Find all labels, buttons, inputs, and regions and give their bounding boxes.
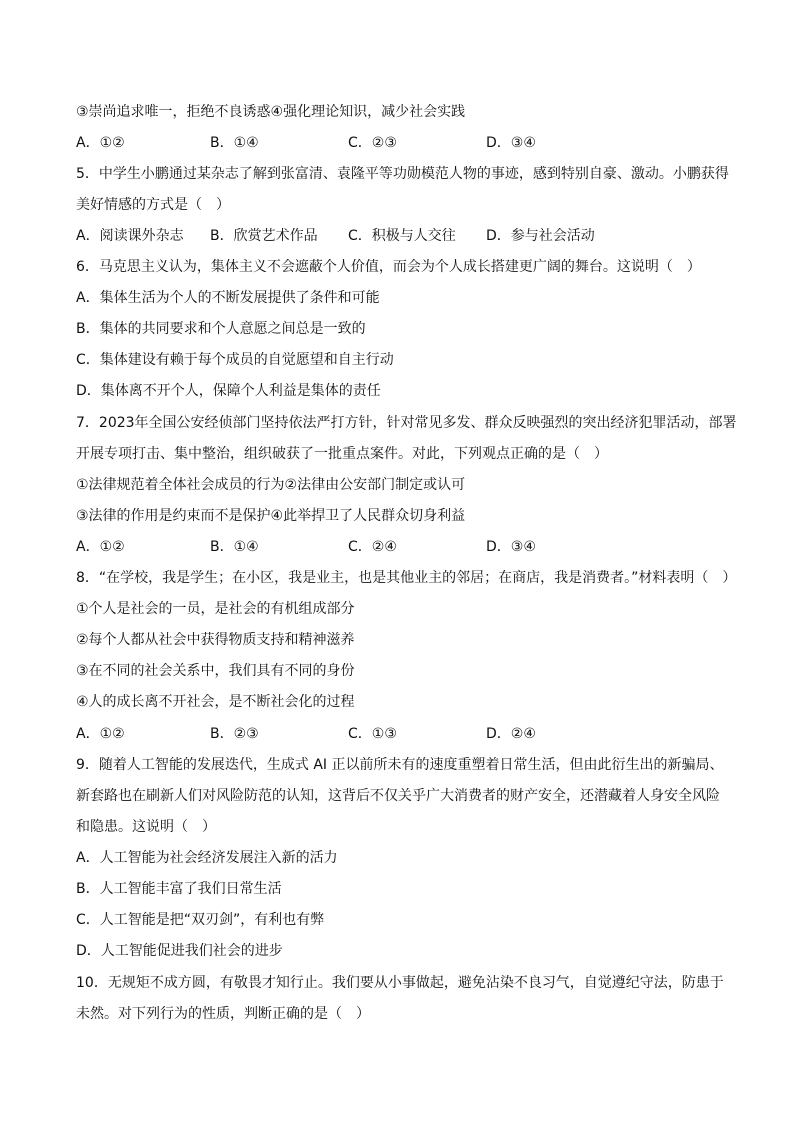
q7-options [76,537,726,557]
option-a: A．①② [76,539,125,555]
option-d: D．③④ [486,135,536,151]
q6-option-c: C．集体建设有赖于每个成员的自觉愿望和自主行动 [76,352,394,368]
q6-stem: 6．马克思主义认为，集体主义不会遮蔽个人价值，而会为个人成长搭建更广阔的舞台。这说明（ ） [76,259,701,275]
option-a: A．①② [76,726,125,742]
q9-option-a: A．人工智能为社会经济发展注入新的活力 [76,850,338,866]
q5-stem-line-1: 5．中学生小鹏通过某杂志了解到张富清、袁隆平等功勋模范人物的事迹，感到特别自豪、激动。小鹏获得 [76,166,729,182]
q8-statement-2: ②每个人都从社会中获得物质支持和精神滋养 [76,632,355,648]
q9-option-c: C．人工智能是把“双刃剑”，有利也有弊 [76,912,325,928]
q8-stem: 8．“在学校，我是学生；在小区，我是业主，也是其他业主的邻居；在商店，我是消费者。”材料表明（ ） [76,570,737,586]
q9-stem-line-2: 新套路也在刷新人们对风险防范的认知，这背后不仅关乎广大消费者的财产安全，还潜藏着人身安全风险 [76,788,720,804]
option-a: A．阅读课外杂志 [76,228,184,244]
option-b: B．欣赏艺术作品 [210,228,318,244]
q6-option-a: A．集体生活为个人的不断发展提供了条件和可能 [76,290,380,306]
q10-stem-line-2: 未然。对下列行为的性质，判断正确的是（ ） [76,1006,370,1022]
q9-stem-line-3: 和隐患。这说明（ ） [76,819,216,835]
q8-options [76,724,726,744]
option-d: D．③④ [486,539,536,555]
option-b: B．①④ [210,539,259,555]
intro-statement-line: ③崇尚追求唯一，拒绝不良诱惑④强化理论知识，减少社会实践 [76,104,466,120]
option-c: C．①③ [348,726,397,742]
option-a: A．①② [76,135,125,151]
option-c: C．②③ [348,135,397,151]
q10-stem-line-1: 10．无规矩不成方圆，有敬畏才知行止。我们要从小事做起，避免沾染不良习气，自觉遵纪守法，防患于 [76,975,724,991]
option-b: B．②③ [210,726,259,742]
q7-statements-1: ①法律规范着全体社会成员的行为②法律由公安部门制定或认可 [76,477,466,493]
option-d: D．参与社会活动 [486,228,595,244]
q6-option-d: D．集体离不开个人，保障个人利益是集体的责任 [76,383,381,399]
q5-options [76,226,726,246]
q7-stem-line-1: 7．2023年全国公安经侦部门坚持依法严打方针，针对常见多发、群众反映强烈的突出经济犯罪活动，部署 [76,415,737,431]
q6-option-b: B．集体的共同要求和个人意愿之间总是一致的 [76,321,366,337]
option-d: D．②④ [486,726,536,742]
q8-statement-1: ①个人是社会的一员，是社会的有机组成部分 [76,601,355,617]
q5-stem-line-2: 美好情感的方式是（ ） [76,197,230,213]
q7-stem-line-2: 开展专项打击、集中整治，组织破获了一批重点案件。对此，下列观点正确的是（ ） [76,446,608,462]
intro-options [76,133,726,153]
q9-stem-line-1: 9．随着人工智能的发展迭代，生成式 AI 正以前所未有的速度重塑着日常生活，但由此衍生出的新骗局、 [76,757,724,773]
option-c: C．积极与人交往 [348,228,456,244]
option-c: C．②④ [348,539,397,555]
option-b: B．①④ [210,135,259,151]
q9-option-b: B．人工智能丰富了我们日常生活 [76,881,282,897]
q7-statements-2: ③法律的作用是约束而不是保护④此举捍卫了人民群众切身利益 [76,508,466,524]
q9-option-d: D．人工智能促进我们社会的进步 [76,943,283,959]
q8-statement-3: ③在不同的社会关系中，我们具有不同的身份 [76,663,355,679]
q8-statement-4: ④人的成长离不开社会，是不断社会化的过程 [76,694,355,710]
